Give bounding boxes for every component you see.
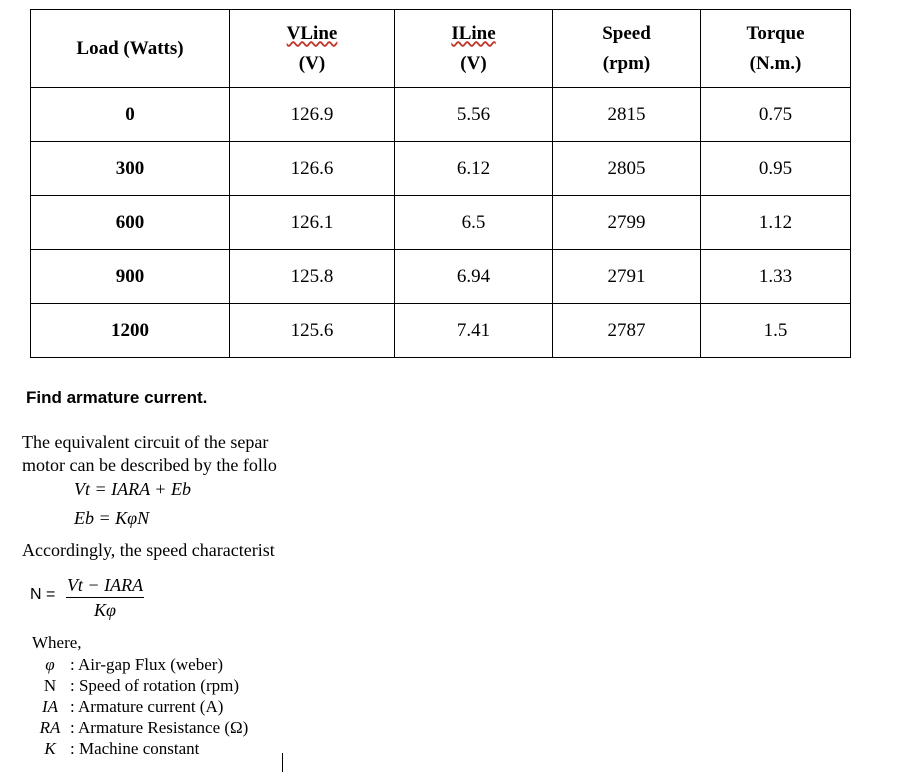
speed-equation-fraction — [66, 575, 144, 621]
definition-description: : Armature current (A) — [70, 697, 224, 716]
definition-symbol: K — [44, 739, 56, 758]
table-cell: 1.5 — [701, 304, 851, 358]
definition-item — [30, 675, 248, 696]
definition-description: : Armature Resistance (Ω) — [70, 718, 249, 737]
table-cell: 2791 — [553, 250, 701, 304]
table-cell: 126.9 — [230, 88, 395, 142]
table-row — [31, 196, 851, 250]
definition-description: : Speed of rotation (rpm) — [70, 676, 240, 695]
text-cursor — [282, 753, 283, 772]
definition-symbol: RA — [39, 718, 61, 737]
table-row — [31, 142, 851, 196]
table-cell: 0 — [31, 88, 230, 142]
header-load: Load (Watts) — [31, 10, 230, 88]
snippet-line-1: The equivalent circuit of the separ — [22, 432, 269, 452]
fraction-numerator: Vt − IARA — [66, 575, 144, 598]
table-cell: 0.95 — [701, 142, 851, 196]
table-cell: 6.94 — [395, 250, 553, 304]
header-iline: ILine (V) — [395, 10, 553, 88]
definition-item — [30, 654, 248, 675]
table-cell: 2805 — [553, 142, 701, 196]
table-cell: 6.5 — [395, 196, 553, 250]
table-cell: 300 — [31, 142, 230, 196]
definition-item — [30, 717, 248, 738]
fraction-denominator: Kφ — [94, 600, 116, 620]
definition-item — [30, 696, 248, 717]
snippet-line-2: motor can be described by the follo — [22, 455, 277, 475]
table-row — [31, 304, 851, 358]
table-cell: 0.75 — [701, 88, 851, 142]
table-row — [31, 250, 851, 304]
table-cell: 125.6 — [230, 304, 395, 358]
table-cell: 2787 — [553, 304, 701, 358]
table-header-row — [31, 10, 851, 88]
definition-symbol: N — [43, 676, 57, 695]
table-cell: 126.1 — [230, 196, 395, 250]
motor-data-table — [30, 9, 851, 358]
table-cell: 1.12 — [701, 196, 851, 250]
table-cell: 6.12 — [395, 142, 553, 196]
table-row — [31, 88, 851, 142]
table-cell: 5.56 — [395, 88, 553, 142]
table-cell: 7.41 — [395, 304, 553, 358]
formula-snippet — [22, 432, 284, 772]
question-text: Find armature current. — [26, 388, 208, 407]
definition-symbol: φ — [45, 655, 55, 674]
table-cell: 125.8 — [230, 250, 395, 304]
table-cell: 2799 — [553, 196, 701, 250]
definition-description: : Air-gap Flux (weber) — [70, 655, 224, 674]
definition-description: : Machine constant — [70, 739, 200, 758]
definitions-list — [30, 654, 248, 759]
table-cell: 1.33 — [701, 250, 851, 304]
table-cell: 2815 — [553, 88, 701, 142]
definition-symbol: IA — [41, 697, 59, 716]
table-cell: 600 — [31, 196, 230, 250]
equation-back-emf: Eb = KφN — [74, 508, 150, 528]
table-cell: 900 — [31, 250, 230, 304]
header-speed: Speed (rpm) — [553, 10, 701, 88]
where-label: Where, — [32, 633, 82, 652]
header-torque: Torque (N.m.) — [701, 10, 851, 88]
header-vline: VLine (V) — [230, 10, 395, 88]
table-cell: 1200 — [31, 304, 230, 358]
definition-item — [30, 738, 248, 759]
snippet-line-3: Accordingly, the speed characterist — [22, 540, 275, 560]
equation-terminal-voltage: Vt = IARA + Eb — [74, 479, 191, 499]
table-cell: 126.6 — [230, 142, 395, 196]
speed-equation-label: N = — [30, 586, 56, 603]
